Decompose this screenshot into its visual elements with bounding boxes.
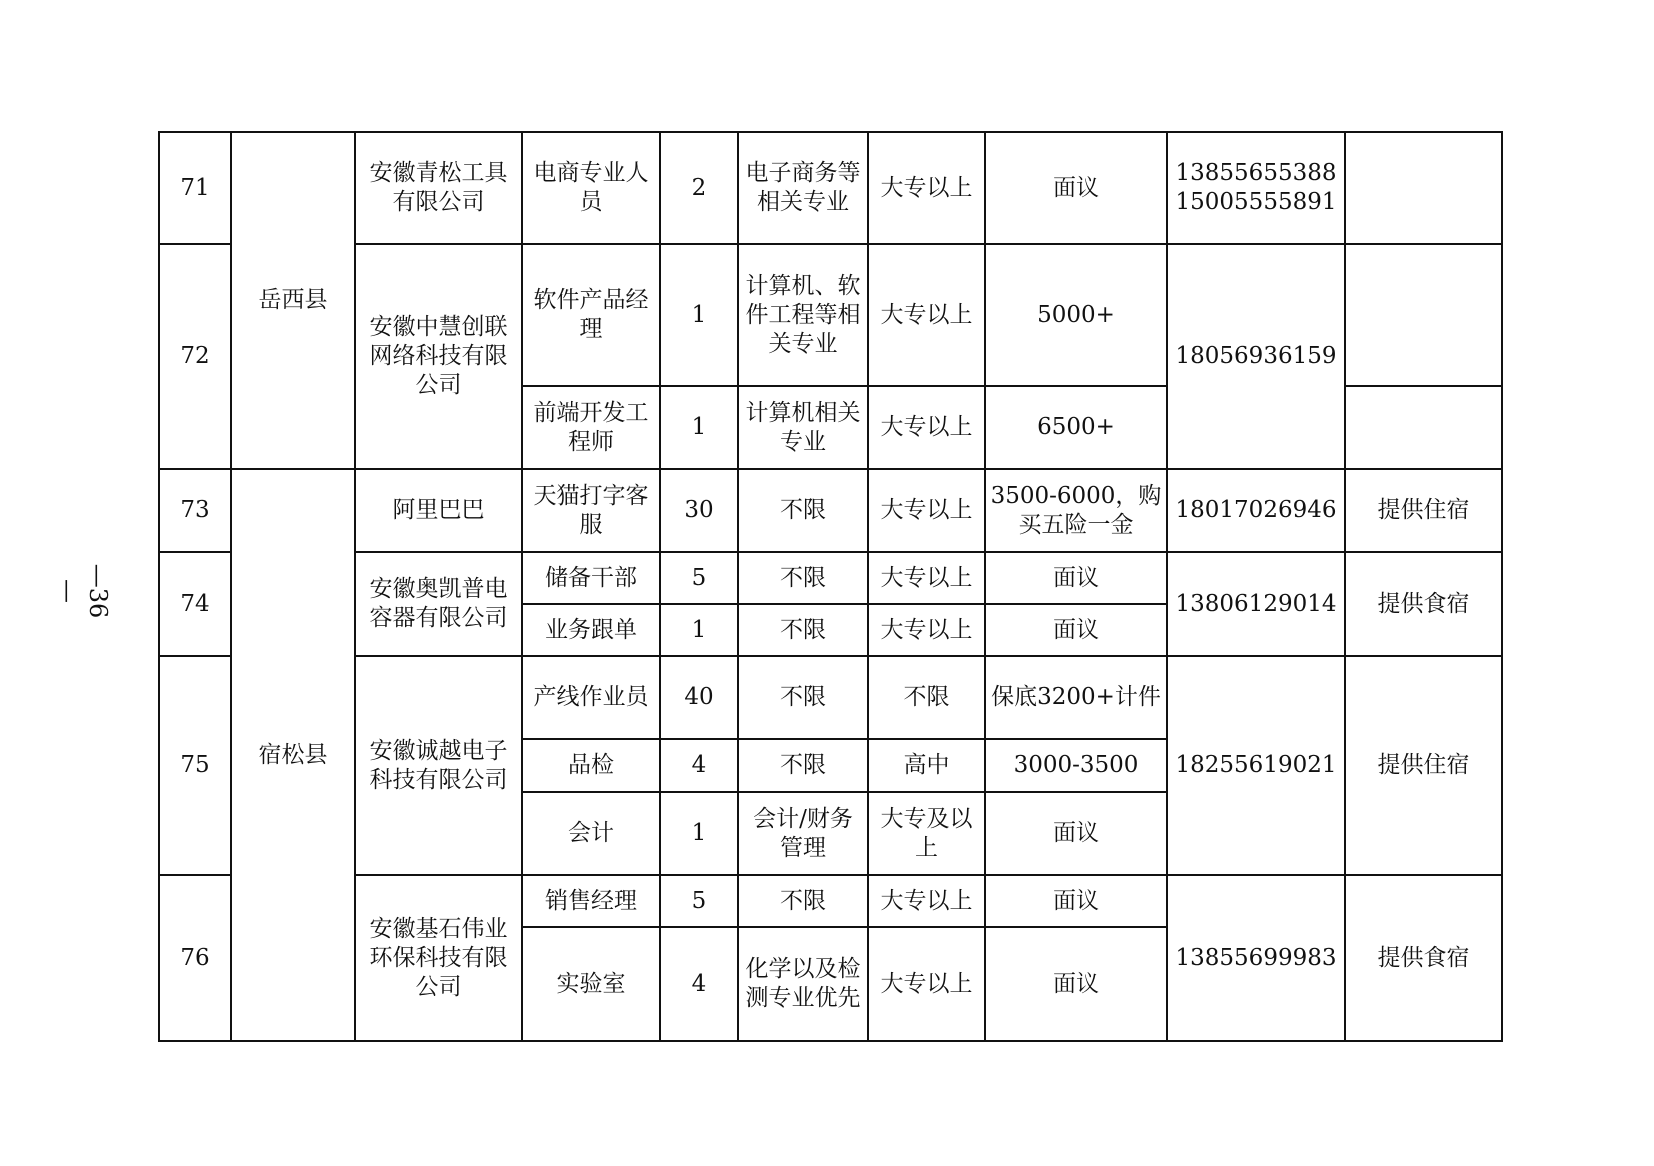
job-title-cell: 储备干部 bbox=[522, 552, 660, 604]
salary-cell: 面议 bbox=[985, 552, 1167, 604]
table-row bbox=[159, 552, 1502, 604]
education-cell: 大专以上 bbox=[868, 604, 985, 656]
major-cell: 不限 bbox=[738, 604, 868, 656]
company-cell: 安徽基石伟业环保科技有限公司 bbox=[355, 875, 522, 1041]
row-number: 72 bbox=[159, 244, 231, 469]
major-cell: 不限 bbox=[738, 552, 868, 604]
headcount-cell: 4 bbox=[660, 739, 738, 792]
phone-cell: 18017026946 bbox=[1167, 469, 1345, 552]
job-title-cell: 销售经理 bbox=[522, 875, 660, 927]
headcount-cell: 1 bbox=[660, 792, 738, 875]
benefit-cell: 提供住宿 bbox=[1345, 469, 1502, 552]
benefit-cell: 提供食宿 bbox=[1345, 875, 1502, 1041]
salary-cell: 3500-6000，购买五险一金 bbox=[985, 469, 1167, 552]
table-row bbox=[159, 656, 1502, 739]
benefit-cell bbox=[1345, 244, 1502, 386]
education-cell: 大专以上 bbox=[868, 386, 985, 469]
page-number: —36— bbox=[54, 563, 112, 619]
job-listing-table bbox=[158, 131, 1503, 1042]
row-number: 74 bbox=[159, 552, 231, 656]
job-title-cell: 业务跟单 bbox=[522, 604, 660, 656]
row-number: 73 bbox=[159, 469, 231, 552]
education-cell: 高中 bbox=[868, 739, 985, 792]
major-cell: 化学以及检测专业优先 bbox=[738, 927, 868, 1041]
phone-number: 15005555891 bbox=[1175, 189, 1337, 215]
job-title-cell: 前端开发工程师 bbox=[522, 386, 660, 469]
job-title-cell: 品检 bbox=[522, 739, 660, 792]
benefit-cell bbox=[1345, 386, 1502, 469]
company-cell: 安徽青松工具有限公司 bbox=[355, 132, 522, 244]
education-cell: 大专以上 bbox=[868, 244, 985, 386]
job-title-cell: 产线作业员 bbox=[522, 656, 660, 739]
table-row bbox=[159, 469, 1502, 552]
job-title-cell: 会计 bbox=[522, 792, 660, 875]
company-cell: 安徽中慧创联网络科技有限公司 bbox=[355, 244, 522, 469]
phone-number: 13855655388 bbox=[1175, 160, 1337, 186]
salary-cell: 5000+ bbox=[985, 244, 1167, 386]
major-cell: 会计/财务管理 bbox=[738, 792, 868, 875]
benefit-cell: 提供食宿 bbox=[1345, 552, 1502, 656]
salary-cell: 面议 bbox=[985, 792, 1167, 875]
major-cell: 计算机、软件工程等相关专业 bbox=[738, 244, 868, 386]
table-row bbox=[159, 875, 1502, 927]
education-cell: 大专及以上 bbox=[868, 792, 985, 875]
headcount-cell: 1 bbox=[660, 244, 738, 386]
county-cell: 岳西县 bbox=[231, 132, 355, 469]
salary-cell: 面议 bbox=[985, 604, 1167, 656]
row-number: 71 bbox=[159, 132, 231, 244]
benefit-cell bbox=[1345, 132, 1502, 244]
headcount-cell: 4 bbox=[660, 927, 738, 1041]
headcount-cell: 5 bbox=[660, 552, 738, 604]
county-cell: 宿松县 bbox=[231, 469, 355, 1041]
phone-cell bbox=[1167, 132, 1345, 244]
job-title-cell: 电商专业人员 bbox=[522, 132, 660, 244]
education-cell: 不限 bbox=[868, 656, 985, 739]
salary-cell: 面议 bbox=[985, 875, 1167, 927]
major-cell: 不限 bbox=[738, 875, 868, 927]
row-number: 76 bbox=[159, 875, 231, 1041]
job-title-cell: 软件产品经理 bbox=[522, 244, 660, 386]
headcount-cell: 5 bbox=[660, 875, 738, 927]
phone-cell: 18255619021 bbox=[1167, 656, 1345, 875]
major-cell: 不限 bbox=[738, 656, 868, 739]
table-row bbox=[159, 244, 1502, 386]
benefit-cell: 提供住宿 bbox=[1345, 656, 1502, 875]
major-cell: 不限 bbox=[738, 739, 868, 792]
headcount-cell: 30 bbox=[660, 469, 738, 552]
job-title-cell: 天猫打字客服 bbox=[522, 469, 660, 552]
headcount-cell: 2 bbox=[660, 132, 738, 244]
major-cell: 不限 bbox=[738, 469, 868, 552]
major-cell: 电子商务等相关专业 bbox=[738, 132, 868, 244]
company-cell: 安徽奥凯普电容器有限公司 bbox=[355, 552, 522, 656]
salary-cell: 保底3200+计件 bbox=[985, 656, 1167, 739]
education-cell: 大专以上 bbox=[868, 552, 985, 604]
phone-cell: 13855699983 bbox=[1167, 875, 1345, 1041]
headcount-cell: 1 bbox=[660, 604, 738, 656]
salary-cell: 6500+ bbox=[985, 386, 1167, 469]
salary-cell: 面议 bbox=[985, 132, 1167, 244]
headcount-cell: 40 bbox=[660, 656, 738, 739]
salary-cell: 3000-3500 bbox=[985, 739, 1167, 792]
education-cell: 大专以上 bbox=[868, 927, 985, 1041]
job-title-cell: 实验室 bbox=[522, 927, 660, 1041]
row-number: 75 bbox=[159, 656, 231, 875]
headcount-cell: 1 bbox=[660, 386, 738, 469]
education-cell: 大专以上 bbox=[868, 875, 985, 927]
company-cell: 安徽诚越电子科技有限公司 bbox=[355, 656, 522, 875]
education-cell: 大专以上 bbox=[868, 469, 985, 552]
education-cell: 大专以上 bbox=[868, 132, 985, 244]
phone-cell: 18056936159 bbox=[1167, 244, 1345, 469]
table-row bbox=[159, 132, 1502, 244]
salary-cell: 面议 bbox=[985, 927, 1167, 1041]
phone-cell: 13806129014 bbox=[1167, 552, 1345, 656]
major-cell: 计算机相关专业 bbox=[738, 386, 868, 469]
company-cell: 阿里巴巴 bbox=[355, 469, 522, 552]
